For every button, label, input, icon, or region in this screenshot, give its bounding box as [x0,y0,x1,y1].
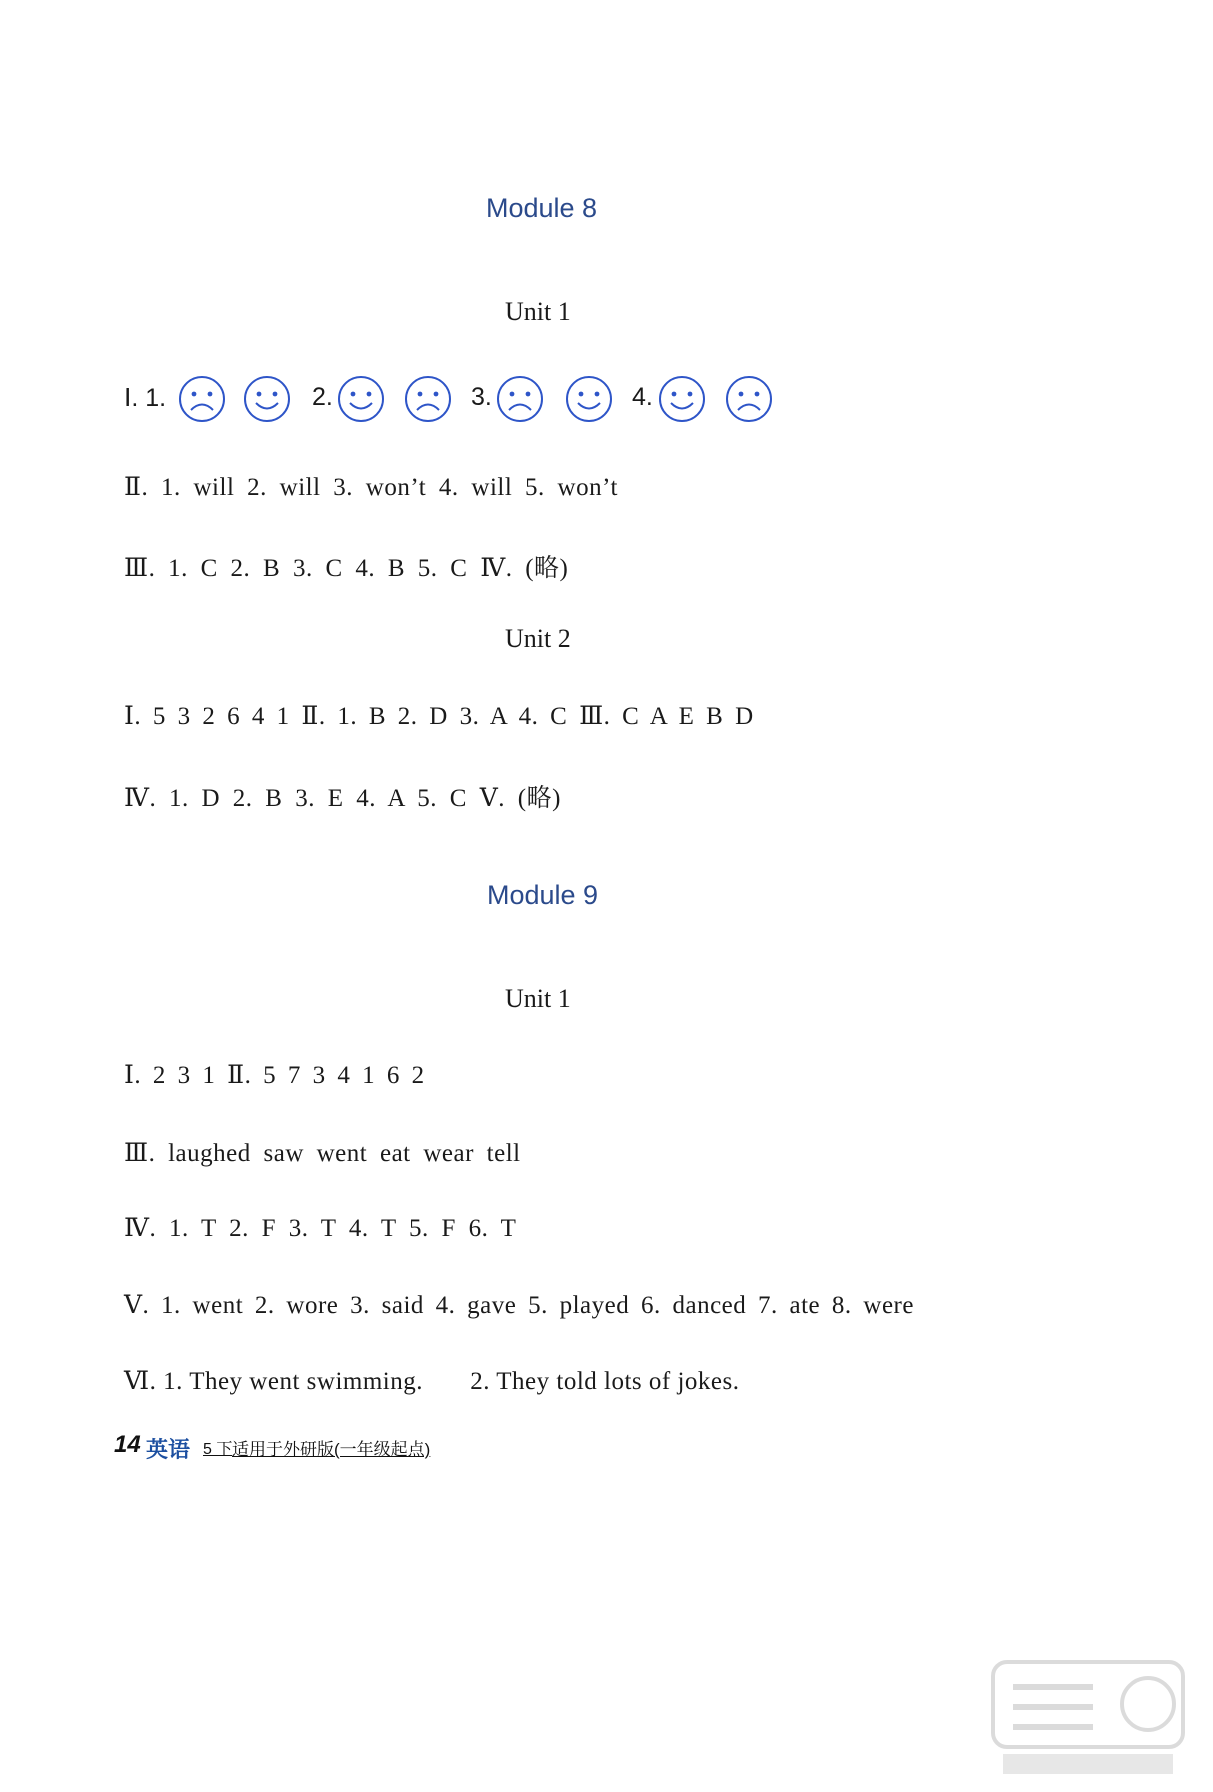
module-8-unit-2-line-2: Ⅳ. 1. D 2. B 3. E 4. A 5. C Ⅴ. (略) [124,785,561,812]
module-9-unit-1-heading: Unit 1 [505,984,571,1013]
sad-face-icon [723,373,775,425]
face-label-2: 2. [312,383,333,411]
module-8-unit-1-heading: Unit 1 [505,297,571,326]
happy-face-icon [241,373,293,425]
page-number: 14 [114,1431,141,1458]
grade-label: 5 下 [203,1441,233,1458]
face-label-3: 3. [471,383,492,411]
module-8-heading: Module 8 [486,193,598,223]
subject-label: 英语 [146,1437,191,1462]
face-label-4: 4. [632,383,653,411]
happy-face-icon [656,373,708,425]
module-8-unit-2-heading: Unit 2 [505,624,571,653]
sad-face-icon [176,373,228,425]
module-9-unit-1-line-3: Ⅳ. 1. T 2. F 3. T 4. T 5. F 6. T [124,1215,517,1242]
module-8-unit-1-section-2: Ⅱ. 1. will 2. will 3. won’t 4. will 5. won’t [124,474,618,501]
happy-face-icon [335,373,387,425]
module-9-unit-1-line-2: Ⅲ. laughed saw went eat wear tell [124,1140,521,1167]
happy-face-icon [563,373,615,425]
sad-face-icon [402,373,454,425]
section-1-prefix: Ⅰ. 1. [124,384,167,412]
module-8-unit-1-section-3: Ⅲ. 1. C 2. B 3. C 4. B 5. C Ⅳ. (略) [124,555,569,582]
sad-face-icon [494,373,546,425]
module-9-unit-1-line-4: Ⅴ. 1. went 2. wore 3. said 4. gave 5. played 6. danced 7. ate 8. were [124,1292,914,1319]
edition-label: 适用于外研版(一年级起点) [232,1440,431,1459]
module-9-heading: Module 9 [487,880,599,910]
module-9-unit-1-line-1: Ⅰ. 2 3 1 Ⅱ. 5 7 3 4 1 6 2 [124,1062,425,1089]
module-9-unit-1-line-5: Ⅵ. 1. They went swimming. 2. They told lots of jokes. [124,1368,740,1395]
module-8-unit-2-line-1: Ⅰ. 5 3 2 6 4 1 Ⅱ. 1. B 2. D 3. A 4. C Ⅲ. C A E B D [124,703,754,730]
watermark-logo [983,1642,1193,1782]
